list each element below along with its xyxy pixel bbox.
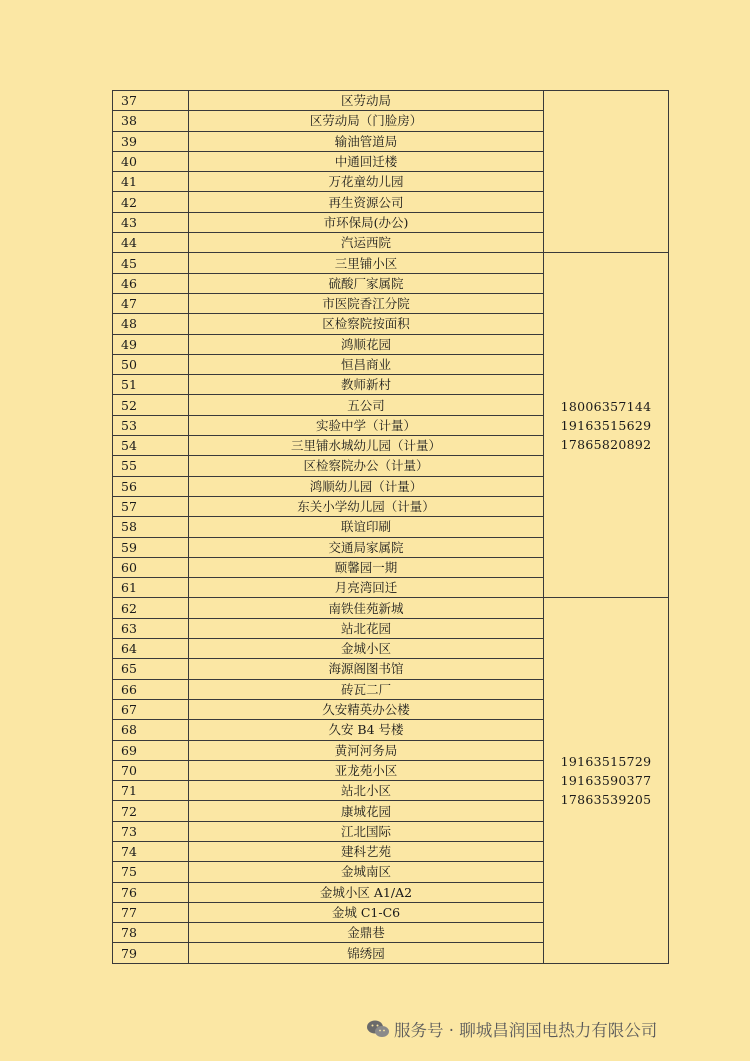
row-number: 40 [113, 151, 189, 171]
community-name: 区检察院办公（计量） [189, 456, 544, 476]
row-number: 79 [113, 943, 189, 963]
community-name: 站北花园 [189, 618, 544, 638]
community-name: 教师新村 [189, 375, 544, 395]
row-number: 46 [113, 273, 189, 293]
row-number: 57 [113, 496, 189, 516]
community-name: 三里铺小区 [189, 253, 544, 273]
row-number: 71 [113, 781, 189, 801]
community-name: 黄河河务局 [189, 740, 544, 760]
community-name: 区检察院按面积 [189, 314, 544, 334]
community-name: 市环保局(办公) [189, 212, 544, 232]
community-name: 区劳动局 [189, 91, 544, 111]
community-name: 海源阁图书馆 [189, 659, 544, 679]
row-number: 50 [113, 354, 189, 374]
contact-phones-cell [544, 253, 669, 598]
row-number: 75 [113, 862, 189, 882]
row-number: 53 [113, 415, 189, 435]
community-name: 万花童幼儿园 [189, 172, 544, 192]
row-number: 62 [113, 598, 189, 618]
row-number: 51 [113, 375, 189, 395]
community-name: 输油管道局 [189, 131, 544, 151]
row-number: 49 [113, 334, 189, 354]
community-name: 恒昌商业 [189, 354, 544, 374]
row-number: 66 [113, 679, 189, 699]
community-name: 三里铺水城幼儿园（计量） [189, 436, 544, 456]
footer-text: 服务号 · 聊城昌润国电热力有限公司 [394, 1021, 658, 1040]
row-number: 37 [113, 91, 189, 111]
row-number: 70 [113, 760, 189, 780]
row-number: 44 [113, 233, 189, 253]
row-number: 42 [113, 192, 189, 212]
row-number: 78 [113, 923, 189, 943]
contact-table [112, 90, 669, 964]
community-name: 月亮湾回迁 [189, 578, 544, 598]
community-name: 江北国际 [189, 821, 544, 841]
phone-number: 19163590377 [560, 773, 652, 789]
community-name: 交通局家属院 [189, 537, 544, 557]
phone-number: 19163515629 [560, 417, 652, 433]
community-name: 站北小区 [189, 781, 544, 801]
row-number: 52 [113, 395, 189, 415]
contact-phones-cell [544, 91, 669, 253]
phone-number: 17863539205 [560, 792, 652, 808]
phone-number: 17865820892 [560, 436, 652, 452]
row-number: 48 [113, 314, 189, 334]
community-name: 五公司 [189, 395, 544, 415]
table-row [113, 91, 669, 111]
row-number: 60 [113, 557, 189, 577]
row-number: 56 [113, 476, 189, 496]
row-number: 59 [113, 537, 189, 557]
community-name: 联谊印刷 [189, 517, 544, 537]
community-name: 区劳动局（门脸房） [189, 111, 544, 131]
footer-watermark [366, 1016, 736, 1042]
row-number: 77 [113, 902, 189, 922]
row-number: 38 [113, 111, 189, 131]
community-name: 金城 C1-C6 [189, 902, 544, 922]
row-number: 54 [113, 436, 189, 456]
community-name: 锦绣园 [189, 943, 544, 963]
community-name: 金城小区 A1/A2 [189, 882, 544, 902]
row-number: 64 [113, 639, 189, 659]
row-number: 41 [113, 172, 189, 192]
wechat-icon [366, 1019, 390, 1039]
community-name: 金鼎巷 [189, 923, 544, 943]
row-number: 47 [113, 293, 189, 313]
community-name: 市医院香江分院 [189, 293, 544, 313]
community-name: 久安精英办公楼 [189, 699, 544, 719]
row-number: 58 [113, 517, 189, 537]
community-name: 金城南区 [189, 862, 544, 882]
row-number: 73 [113, 821, 189, 841]
community-name: 再生资源公司 [189, 192, 544, 212]
community-name: 金城小区 [189, 639, 544, 659]
phone-number: 18006357144 [560, 398, 652, 414]
community-name: 康城花园 [189, 801, 544, 821]
community-name: 久安 B4 号楼 [189, 720, 544, 740]
community-name: 中通回迁楼 [189, 151, 544, 171]
phone-number: 19163515729 [560, 754, 652, 770]
row-number: 39 [113, 131, 189, 151]
row-number: 74 [113, 841, 189, 861]
community-name: 硫酸厂家属院 [189, 273, 544, 293]
community-name: 鸿顺幼儿园（计量） [189, 476, 544, 496]
community-name: 东关小学幼儿园（计量） [189, 496, 544, 516]
community-name: 砖瓦二厂 [189, 679, 544, 699]
row-number: 67 [113, 699, 189, 719]
row-number: 43 [113, 212, 189, 232]
row-number: 61 [113, 578, 189, 598]
row-number: 45 [113, 253, 189, 273]
community-name: 汽运西院 [189, 233, 544, 253]
community-name: 建科艺苑 [189, 841, 544, 861]
row-number: 76 [113, 882, 189, 902]
community-name: 鸿顺花园 [189, 334, 544, 354]
table-row [113, 598, 669, 618]
contact-table-body [113, 91, 669, 964]
row-number: 68 [113, 720, 189, 740]
row-number: 63 [113, 618, 189, 638]
row-number: 65 [113, 659, 189, 679]
community-name: 实验中学（计量） [189, 415, 544, 435]
row-number: 55 [113, 456, 189, 476]
community-name: 颐馨园一期 [189, 557, 544, 577]
community-name: 南铁佳苑新城 [189, 598, 544, 618]
row-number: 69 [113, 740, 189, 760]
contact-phones-cell [544, 598, 669, 963]
table-row [113, 253, 669, 273]
row-number: 72 [113, 801, 189, 821]
community-name: 亚龙苑小区 [189, 760, 544, 780]
